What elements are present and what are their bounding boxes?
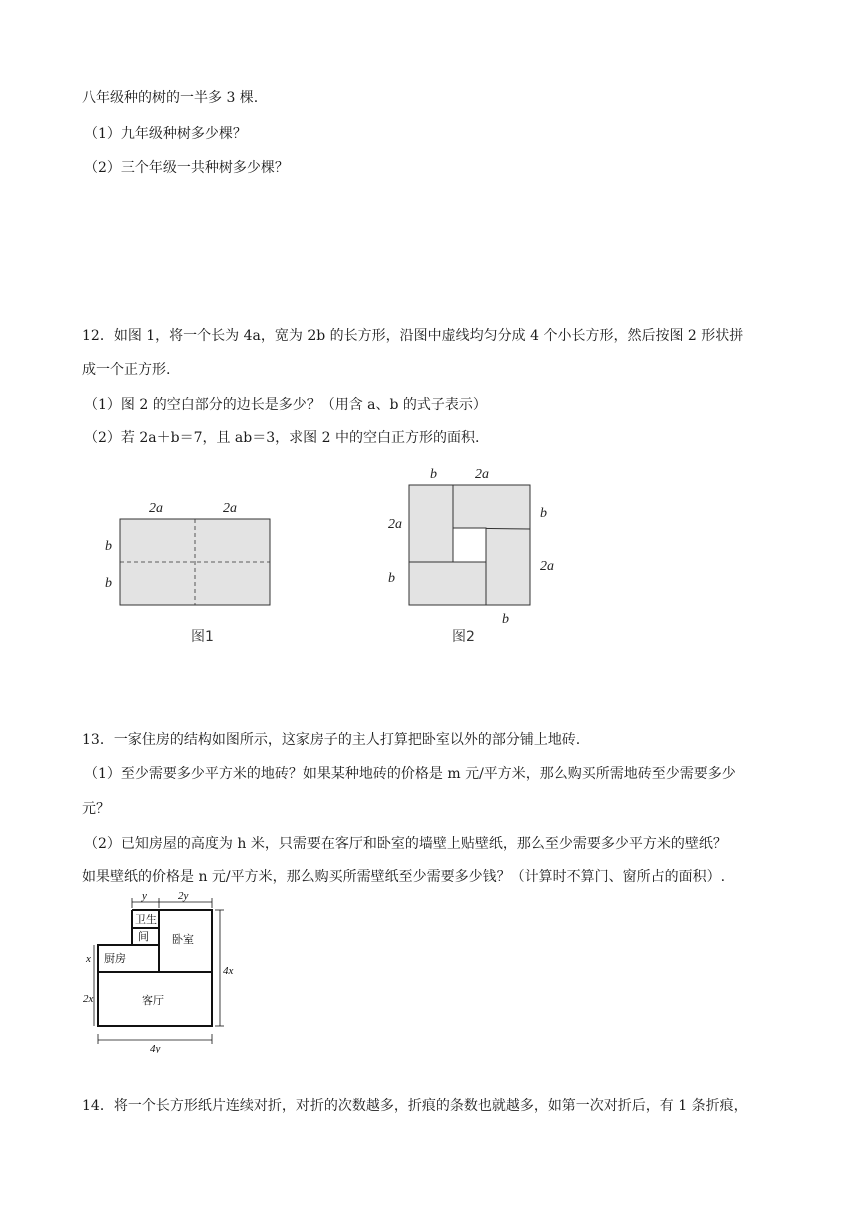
fig1-label-top-left: 2a [149, 501, 163, 516]
fig2-label-left-2a: 2a [388, 517, 402, 532]
floor-plan-diagram [80, 888, 245, 1053]
plan-room-living: 客厅 [142, 994, 164, 1007]
plan-room-bath-1: 卫生 [135, 913, 157, 926]
fig2-label-left-b: b [388, 571, 395, 586]
plan-dim-4y: 4y [150, 1043, 161, 1053]
q11-text-line: 八年级种的树的一半多 3 棵. [82, 90, 259, 106]
plan-walls [98, 910, 212, 1026]
q14-text-line-1: 14．将一个长方形纸片连续对折，对折的次数越多，折痕的条数也就越多，如第一次对折后，有 1 条折痕， [82, 1098, 748, 1114]
fig2-label-top-b: b [430, 467, 437, 482]
plan-dim-2y: 2y [178, 890, 189, 902]
q11-part-2: （2）三个年级一共种树多少棵？ [84, 160, 289, 176]
q13-part-1a: （1）至少需要多少平方米的地砖？如果某种地砖的价格是 m 元/平方米，那么购买所需地砖至少需要多少 [84, 766, 736, 782]
fig2-caption: 图2 [452, 629, 475, 645]
fig2-label-right-b: b [540, 506, 547, 521]
plan-dim-2x: 2x [83, 993, 94, 1005]
plan-dim-y: y [142, 890, 147, 902]
q12-part-2: （2）若 2a＋b＝7，且 ab＝3，求图 2 中的空白正方形的面积. [84, 430, 480, 446]
plan-room-kitchen: 厨房 [104, 952, 126, 965]
fig2-label-bottom-b: b [502, 612, 509, 627]
q13-part-2b: 如果壁纸的价格是 n 元/平方米，那么购买所需壁纸至少需要多少钱？（计算时不算门、窗所占的面积）. [82, 869, 726, 885]
plan-room-bedroom: 卧室 [172, 933, 194, 946]
fig1-label-left-bottom: b [105, 576, 112, 591]
fig1-caption: 图1 [191, 629, 214, 645]
fig2-label-right-2a: 2a [540, 559, 554, 574]
q12-part-1: （1）图 2 的空白部分的边长是多少？（用含 a、b 的式子表示） [84, 397, 487, 413]
plan-dim-4x: 4x [223, 965, 234, 977]
fig1-label-left-top: b [105, 539, 112, 554]
figure-1-rectangle [95, 495, 295, 650]
fig2-blank-square [453, 528, 486, 562]
q12-text-line-2: 成一个正方形. [82, 362, 171, 378]
plan-dim-x: x [86, 953, 91, 965]
q12-text-line-1: 12．如图 1，将一个长为 4a，宽为 2b 的长方形，沿图中虚线均匀分成 4 个小长方形，然后按图 2 形状拼 [82, 328, 744, 344]
q13-text-line-1: 13．一家住房的结构如图所示，这家房子的主人打算把卧室以外的部分铺上地砖. [82, 732, 581, 748]
fig1-label-top-right: 2a [223, 501, 237, 516]
q13-part-1b: 元？ [82, 801, 110, 817]
fig2-label-top-2a: 2a [475, 467, 489, 482]
q13-part-2a: （2）已知房屋的高度为 h 米，只需要在客厅和卧室的墙壁上贴壁纸，那么至少需要多少平方米的壁纸？ [84, 836, 727, 852]
q11-part-1: （1）九年级种树多少棵？ [84, 126, 247, 142]
plan-room-bath-2: 间 [138, 930, 149, 943]
figure-2-square [380, 462, 570, 647]
